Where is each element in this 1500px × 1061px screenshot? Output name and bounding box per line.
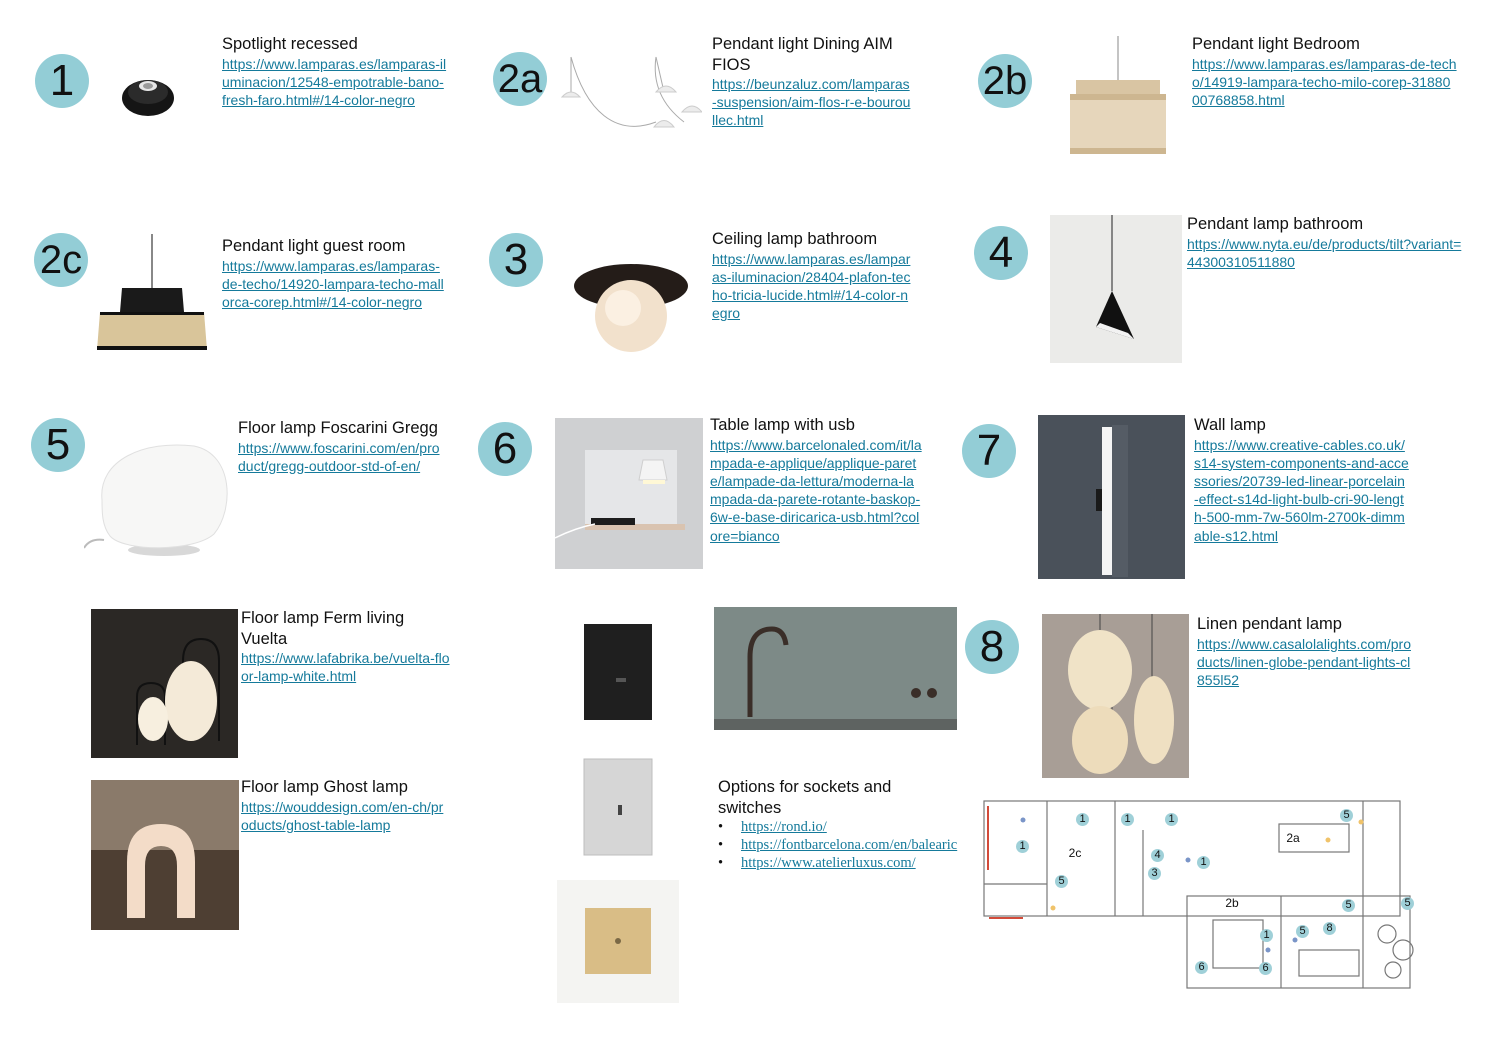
plan-label: 5 (1340, 809, 1353, 822)
product-link[interactable]: https://www.nyta.eu/de/products/tilt?variant=44300310511880 (1187, 235, 1462, 270)
item-title: Floor lamp Foscarini Gregg (238, 419, 438, 437)
item-number-badge: 3 (489, 233, 543, 287)
sockets-link[interactable]: https://www.atelierluxus.com/ (741, 855, 916, 871)
plan-label: 5 (1055, 875, 1068, 888)
sockets-link-list (718, 818, 958, 872)
switch-brass-image (557, 880, 679, 1003)
pendant-aim-image (556, 52, 702, 162)
item-number-badge: 2a (493, 52, 547, 106)
item-number-badge: 2b (978, 54, 1032, 108)
floor-lamp-vuelta-image (91, 609, 238, 758)
switch-silver-image (580, 757, 656, 857)
item-title: Floor lamp Ferm living Vuelta (241, 609, 405, 648)
pendant-bathroom-image (1050, 215, 1182, 363)
plan-label: 6 (1195, 961, 1208, 974)
item-number-badge: 8 (965, 620, 1019, 674)
item-number-badge: 2c (34, 233, 88, 287)
item-title: Pendant light Bedroom (1192, 35, 1360, 53)
list-item (718, 854, 933, 872)
pendant-guest-room-image (92, 234, 212, 354)
wall-lamp-image (1038, 415, 1185, 579)
spotlight-recessed-image (90, 36, 206, 152)
plan-label: 8 (1323, 922, 1336, 935)
sockets-title: Options for sockets and switches (718, 778, 892, 817)
floor-plan (983, 800, 1430, 990)
product-link[interactable]: https://beunzaluz.com/lamparas-suspension/aim-flos-r-e-bouroullec.html (712, 76, 911, 129)
plan-label: 6 (1259, 962, 1272, 975)
plan-label: 3 (1148, 867, 1161, 880)
item-title: Pendant light Dining AIM FIOS (712, 35, 893, 74)
sockets-link[interactable]: https://fontbarcelona.com/en/balearic (741, 837, 958, 853)
product-link[interactable]: https://www.lamparas.es/lamparas-iluminacion/12548-empotrable-bano-fresh-faro.html#/14-color-negro (222, 55, 447, 108)
plan-label: 1 (1016, 840, 1029, 853)
item-title: Wall lamp (1194, 416, 1266, 434)
linen-pendant-image (1042, 614, 1189, 778)
product-link[interactable]: https://www.lamparas.es/lamparas-de-techo/14920-lampara-techo-mallorca-corep.html#/14-color-negro (222, 257, 444, 310)
sockets-link[interactable]: https://rond.io/ (741, 819, 827, 835)
item-number-badge: 4 (974, 226, 1028, 280)
item-number-badge: 1 (35, 54, 89, 108)
plan-label: 5 (1296, 925, 1309, 938)
floor-lamp-ghost-image (91, 780, 239, 930)
item-number-badge: 7 (962, 424, 1016, 478)
product-link[interactable]: https://www.lamparas.es/lamparas-de-techo/14919-lampara-techo-milo-corep-3188000768858.html (1192, 55, 1457, 108)
item-number-badge: 5 (31, 418, 85, 472)
item-title: Pendant lamp bathroom (1187, 215, 1364, 233)
plan-label: 2b (1225, 896, 1239, 910)
ceiling-lamp-bathroom-image (571, 252, 691, 362)
item-title: Ceiling lamp bathroom (712, 230, 878, 248)
table-lamp-usb-image (555, 418, 703, 569)
product-link[interactable]: https://www.casalolalights.com/products/linen-globe-pendant-lights-cl855l52 (1197, 635, 1411, 688)
item-title: Spotlight recessed (222, 35, 358, 53)
product-link[interactable]: https://www.lamparas.es/lamparas-iluminacion/28404-plafon-techo-tricia-lucide.html#/14-color-negro (712, 250, 911, 322)
list-item (718, 818, 933, 836)
item-title: Floor lamp Ghost lamp (241, 778, 408, 796)
product-link[interactable]: https://www.foscarini.com/en/product/gregg-outdoor-std-of-en/ (238, 439, 440, 474)
floor-lamp-gregg-image (84, 440, 234, 560)
plan-label: 1 (1260, 929, 1273, 942)
plan-label: 2c (1068, 846, 1082, 860)
product-link[interactable]: https://www.barcelonaled.com/it/lampada-e-applique/applique-parete/lampade-da-lettura/moderna-lampada-da-parete-rotante-baskop-6w-e-base-diricarica-usb.html?colore=bianco (710, 436, 922, 544)
plan-label: 1 (1165, 813, 1178, 826)
item-title: Pendant light guest room (222, 237, 406, 255)
product-link[interactable]: https://www.creative-cables.co.uk/s14-system-components-and-accessories/20739-led-linear-porcelain-effect-s14d-light-bulb-cri-90-length-500-mm-7w-560lm-2700k-dimmable-s12.html (1194, 436, 1409, 544)
plan-label: 5 (1342, 899, 1355, 912)
kitchen-terrazzo-image (714, 607, 957, 730)
switch-black-image (580, 620, 656, 724)
pendant-bedroom-image (1060, 36, 1176, 160)
item-number-badge: 6 (478, 422, 532, 476)
plan-label: 1 (1121, 813, 1134, 826)
plan-label: 2a (1286, 831, 1300, 845)
product-link[interactable]: https://www.lafabrika.be/vuelta-floor-lamp-white.html (241, 650, 450, 685)
plan-label: 4 (1151, 849, 1164, 862)
list-item (718, 836, 958, 854)
product-link[interactable]: https://wouddesign.com/en-ch/products/ghost-table-lamp (241, 798, 444, 833)
plan-label: 1 (1197, 856, 1210, 869)
item-title: Linen pendant lamp (1197, 615, 1342, 633)
plan-label: 5 (1401, 897, 1414, 910)
item-title: Table lamp with usb (710, 416, 855, 434)
plan-label: 1 (1076, 813, 1089, 826)
